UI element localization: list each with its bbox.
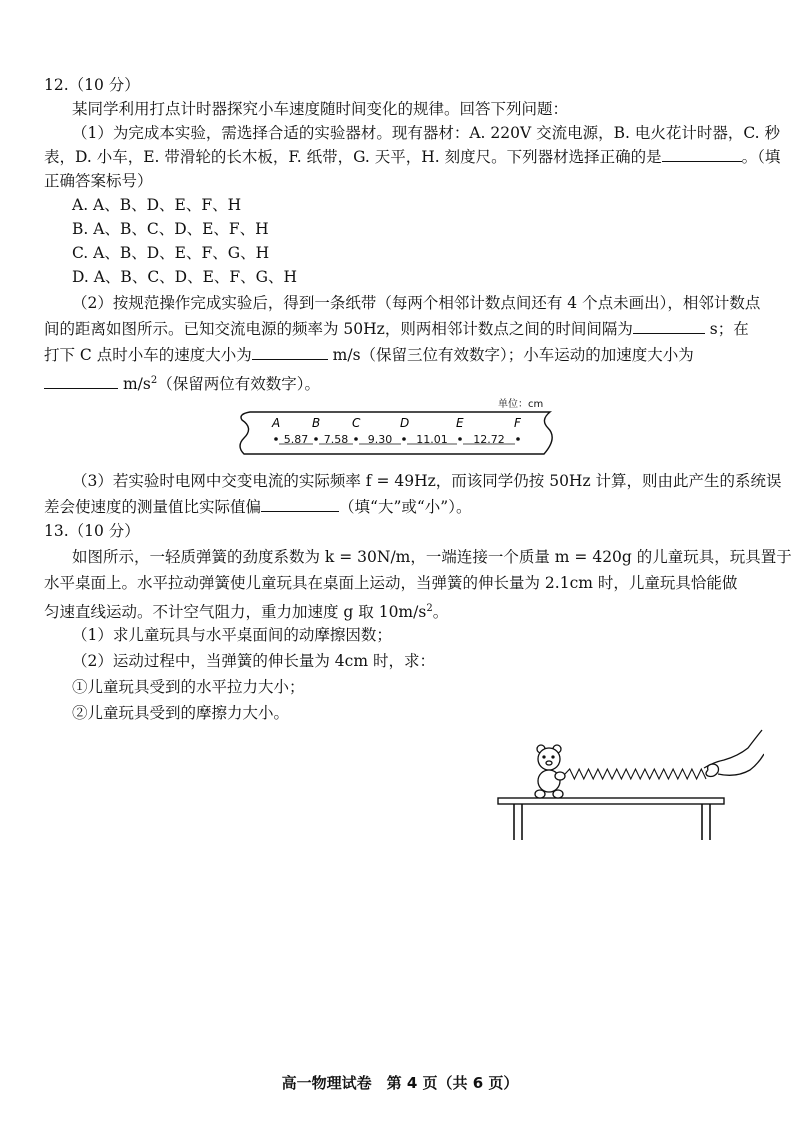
unit-exponent: 2 (150, 375, 158, 386)
q12-part2-line3-text: 打下 C 点时小车的速度大小为 (44, 346, 252, 364)
q13-sub2: （2）运动过程中，当弹簧的伸长量为 4cm 时，求： (72, 652, 435, 670)
q12-part2-line4-end: （保留两位有效数字）。 (157, 375, 320, 394)
q12-part3-line2-text: 差会使速度的测量值比实际值偏 (44, 498, 262, 516)
q12-option-b: B. A、B、C、D、E、F、H (72, 220, 269, 238)
q12-part2-line3 (44, 344, 800, 366)
page-footer: 高一物理试卷 第 4 页（共 6 页） (281, 1074, 519, 1092)
tape-point-dot (402, 437, 406, 441)
answer-blank[interactable] (662, 147, 742, 162)
q13-line2: 水平桌面上。水平拉动弹簧使儿童玩具在桌面上运动，当弹簧的伸长量为 2.1cm 时，儿童玩具恰能做 (44, 574, 738, 592)
tape-point-dot (458, 437, 462, 441)
q13-sub2b: ②儿童玩具受到的摩擦力大小。 (72, 704, 290, 722)
spring (565, 769, 706, 779)
q12-part2-line1: （2）按规范操作完成实验后，得到一条纸带（每两个相邻计数点间还有 4 个点未画出），相邻计数点 (72, 294, 761, 312)
tape-point-label: A (272, 416, 281, 430)
tape-unit-label: 单位：cm (498, 399, 544, 410)
q12-option-d: D. A、B、C、D、E、F、G、H (72, 268, 298, 286)
teddy-bear-toy (535, 745, 565, 798)
q12-part2-line2-text: 间的距离如图所示。已知交流电源的频率为 50Hz，则两相邻计数点之间的时间间隔为 (44, 320, 633, 338)
tape-distance-label: 7.58 (323, 433, 349, 446)
tape-point-label: B (312, 416, 321, 430)
tape-point-label: E (456, 416, 464, 430)
tape-distance-label: 12.72 (473, 433, 505, 446)
q13-line3-end: 。 (432, 603, 449, 622)
q13-sub1: （1）求儿童玩具与水平桌面间的动摩擦因数； (72, 626, 392, 644)
q12-part2-line4 (44, 370, 800, 395)
answer-blank[interactable] (633, 319, 705, 334)
q12-part3-line2-end: （填“大”或“小”）。 (339, 498, 472, 516)
tape-distance-label: 5.87 (283, 433, 309, 446)
q13-line3-text: 匀速直线运动。不计空气阻力，重力加速度 g 取 10m/s (44, 603, 427, 622)
answer-blank[interactable] (44, 374, 118, 389)
toy-spring-table-figure (492, 726, 764, 846)
q12-part2-line2-end: s；在 (709, 320, 749, 338)
q12-part1-line3: 正确答案标号） (44, 172, 153, 190)
q12-part1-line1: （1）为完成本实验，需选择合适的实验器材。现有器材：A. 220V 交流电源，B. 电火花计时器，C. 秒 (72, 124, 781, 142)
paper-tape-figure (228, 396, 568, 462)
q12-option-a: A. A、B、D、E、F、H (72, 196, 242, 214)
tape-point-dot (314, 437, 318, 441)
q12-part2-line2 (44, 318, 800, 340)
q12-intro: 某同学利用打点计时器探究小车速度随时间变化的规律。回答下列问题： (72, 100, 569, 118)
tape-point-label: C (352, 416, 361, 430)
q12-part1-line2-end: 。（填 (741, 148, 781, 166)
answer-blank[interactable] (261, 497, 339, 512)
tape-point-dot (516, 437, 520, 441)
hand (704, 730, 764, 777)
q13-sub2a: ①儿童玩具受到的水平拉力大小； (72, 678, 305, 696)
table-top (498, 798, 724, 804)
q12-part3-line1: （3）若实验时电网中交变电流的实际频率 f = 49Hz，而该同学仍按 50Hz 计算，则由此产生的系统误 (72, 472, 782, 490)
q13-line1: 如图所示，一轻质弹簧的劲度系数为 k = 30N/m，一端连接一个质量 m = 420g 的儿童玩具，玩具置于 (72, 548, 792, 566)
tape-point-label: F (514, 416, 521, 430)
unit-acceleration: m/s (122, 375, 151, 394)
q12-header: 12.（10 分） (44, 76, 140, 94)
q13-exponent: 2 (426, 603, 433, 614)
q13-header: 13.（10 分） (44, 522, 140, 540)
tape-distance-label: 9.30 (367, 433, 393, 446)
q13-line3 (44, 598, 800, 623)
q12-part2-line3-end: m/s（保留三位有效数字）；小车运动的加速度大小为 (332, 346, 694, 364)
tape-distance-label: 11.01 (416, 433, 448, 446)
q12-part1-line2-text: 表，D. 小车，E. 带滑轮的长木板，F. 纸带，G. 天平，H. 刻度尺。下列器材选择正确的是 (44, 148, 662, 166)
q12-option-c: C. A、B、D、E、F、G、H (72, 244, 270, 262)
tape-point-dot (274, 437, 278, 441)
q12-part3-line2 (44, 496, 800, 518)
tape-point-label: D (400, 416, 410, 430)
q12-part1-line2 (44, 146, 800, 168)
answer-blank[interactable] (252, 345, 328, 360)
tape-point-dot (354, 437, 358, 441)
